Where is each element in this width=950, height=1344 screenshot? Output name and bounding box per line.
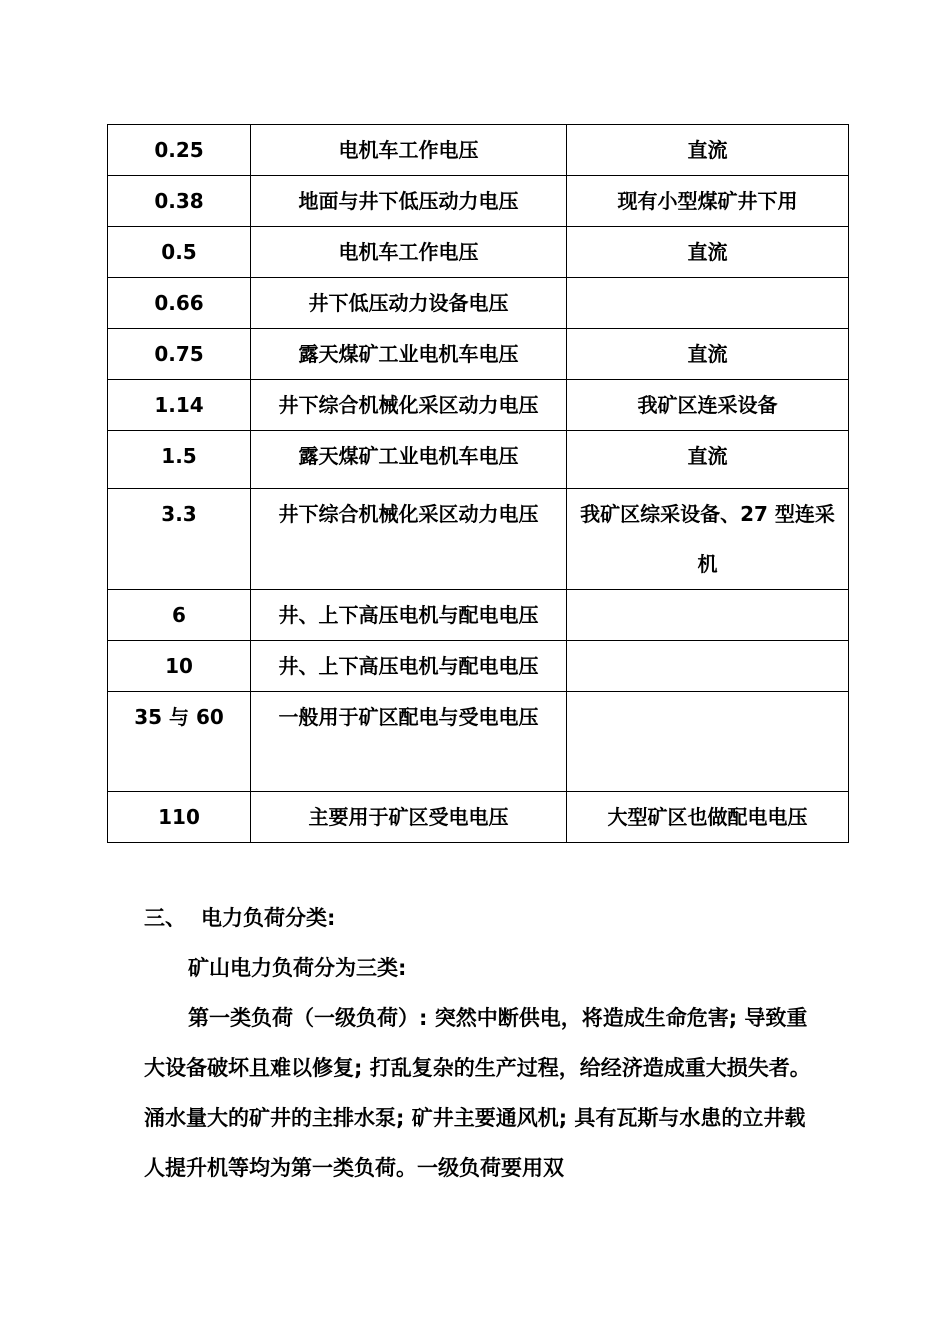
- table-row: [108, 641, 849, 692]
- note-cell: 直流: [567, 227, 849, 278]
- usage-cell: 井、上下高压电机与配电电压: [251, 590, 567, 641]
- section-intro: 矿山电力负荷分为三类:: [188, 956, 407, 980]
- table-row: [108, 329, 849, 380]
- voltage-table: [107, 124, 849, 843]
- usage-cell: 主要用于矿区受电电压: [251, 792, 567, 843]
- note-cell: 现有小型煤矿井下用: [567, 176, 849, 227]
- voltage-cell: 0.5: [108, 227, 251, 278]
- section-heading: [144, 893, 824, 943]
- note-cell: 直流: [567, 329, 849, 380]
- note-cell: [567, 278, 849, 329]
- usage-cell: 井下低压动力设备电压: [251, 278, 567, 329]
- table-row: [108, 792, 849, 843]
- usage-cell: 地面与井下低压动力电压: [251, 176, 567, 227]
- section-paragraph: 第一类负荷（一级负荷）: 突然中断供电，将造成生命危害; 导致重大设备破坏且难以修复; 打乱复杂的生产过程，给经济造成重大损失者。涌水量大的矿井的主排水泵; 矿井主要通风机; 具有瓦斯与水患的立井载人提升机等均为第一类负荷。一级负荷要用双: [144, 1006, 811, 1180]
- voltage-cell: 1.14: [108, 380, 251, 431]
- voltage-cell: 0.38: [108, 176, 251, 227]
- table-row: [108, 431, 849, 489]
- table-row: [108, 176, 849, 227]
- voltage-cell: 0.75: [108, 329, 251, 380]
- table-row: [108, 380, 849, 431]
- table-row: [108, 692, 849, 792]
- note-cell: 大型矿区也做配电电压: [567, 792, 849, 843]
- usage-cell: 露天煤矿工业电机车电压: [251, 329, 567, 380]
- note-cell: [567, 692, 849, 792]
- table-row: [108, 278, 849, 329]
- voltage-cell: 3.3: [108, 489, 251, 590]
- note-cell: [567, 641, 849, 692]
- voltage-cell: 0.25: [108, 125, 251, 176]
- table-row: [108, 227, 849, 278]
- note-cell: 我矿区综采设备、27 型连采机: [567, 489, 849, 590]
- note-cell: 直流: [567, 125, 849, 176]
- usage-cell: 一般用于矿区配电与受电电压: [251, 692, 567, 792]
- table-row: [108, 125, 849, 176]
- body-text: [144, 893, 824, 1193]
- table-row: [108, 590, 849, 641]
- voltage-cell: 1.5: [108, 431, 251, 489]
- usage-cell: 电机车工作电压: [251, 125, 567, 176]
- section-title: 电力负荷分类:: [201, 906, 336, 930]
- note-cell: 直流: [567, 431, 849, 489]
- voltage-cell: 110: [108, 792, 251, 843]
- usage-cell: 井、上下高压电机与配电电压: [251, 641, 567, 692]
- table-row: [108, 489, 849, 590]
- voltage-cell: 0.66: [108, 278, 251, 329]
- usage-cell: 电机车工作电压: [251, 227, 567, 278]
- note-cell: 我矿区连采设备: [567, 380, 849, 431]
- note-cell: [567, 590, 849, 641]
- usage-cell: 井下综合机械化采区动力电压: [251, 489, 567, 590]
- usage-cell: 井下综合机械化采区动力电压: [251, 380, 567, 431]
- voltage-cell: 6: [108, 590, 251, 641]
- voltage-cell: 10: [108, 641, 251, 692]
- usage-cell: 露天煤矿工业电机车电压: [251, 431, 567, 489]
- section-number: 三、: [144, 906, 186, 930]
- voltage-cell: 35 与 60: [108, 692, 251, 792]
